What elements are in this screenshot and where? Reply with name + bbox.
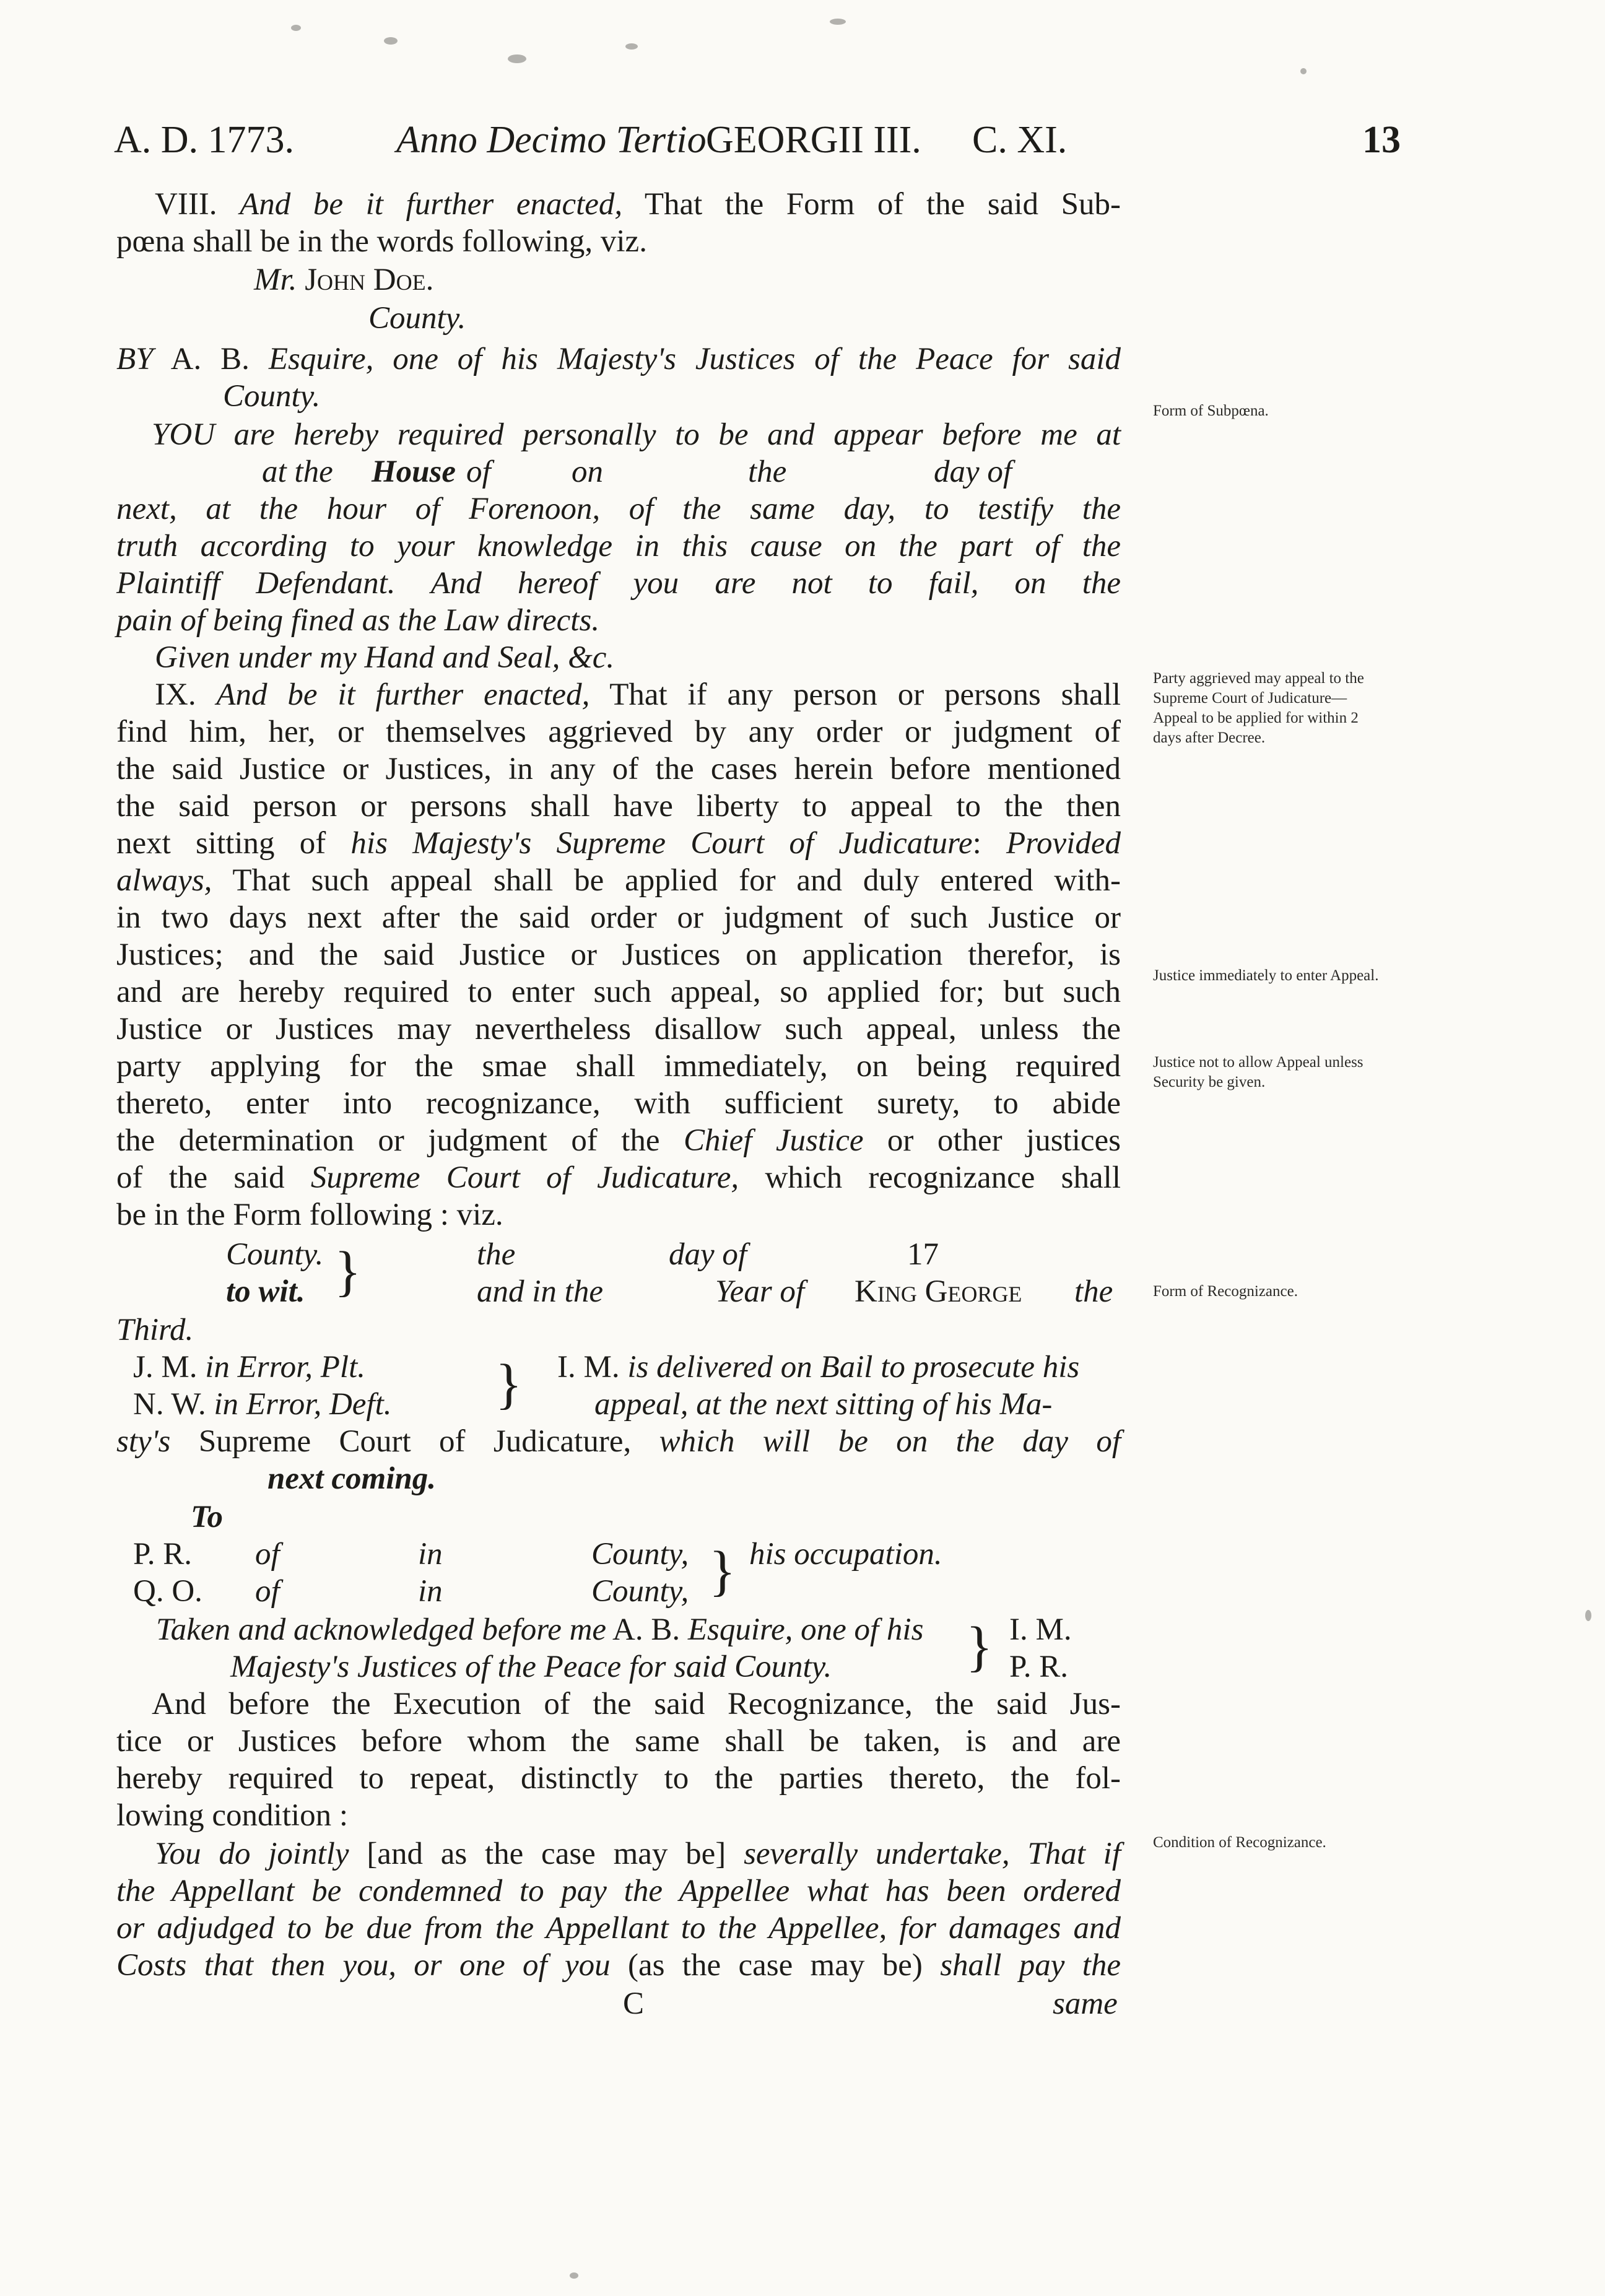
text-line: or adjudged to be due from the Appellant to the Appellee, for damages and (116, 1911, 1121, 1946)
ink-speck (291, 25, 301, 31)
text-line: Costs that then you, or one of you (as the case may be) shall pay the (116, 1948, 1121, 1983)
text-line: Justices; and the said Justice or Justices on application therefor, is (116, 937, 1121, 972)
text-line: Plaintiff Defendant. And hereof you are not to fail, on the (116, 566, 1121, 601)
text-line: party applying for the smae shall immediately, on being required (116, 1049, 1121, 1084)
text-line: IX. And be it further enacted, That if any person or persons shall (155, 677, 1121, 712)
text-line: lowing condition : (116, 1798, 348, 1833)
text-line: in two days next after the said order or judgment of such Justice or (116, 900, 1121, 935)
recognizance-taken: Taken and acknowledged before me A. B. Esquire, one of his Majesty's Justices of the Peace for said County. } I. M. P. R. (156, 1612, 1072, 1684)
text-line: be in the Form following : viz. (116, 1198, 503, 1232)
text-line: BY A. B. Esquire, one of his Majesty's Justices of the Peace for said (116, 342, 1121, 376)
text-line: the said person or persons shall have liberty to appeal to the then (116, 789, 1121, 824)
text-line: always, That such appeal shall be applied for and duly entered with- (116, 863, 1121, 898)
text-line: next coming. (268, 1461, 437, 1496)
text-line: tice or Justices before whom the same shall be taken, is and are (116, 1724, 1121, 1759)
text-line: pain of being fined as the Law directs. (116, 603, 600, 638)
text-line: the determination or judgment of the Chief Justice or other justices (116, 1123, 1121, 1158)
text-line: Given under my Hand and Seal, &c. (155, 640, 615, 675)
form-county: County. (368, 301, 466, 336)
text-line: YOU are hereby required personally to be and appear before me at (152, 417, 1121, 452)
page-number: 13 (1362, 119, 1401, 161)
text-line: County. (223, 379, 321, 414)
text-line: next, at the hour of Forenoon, of the same day, to testify the (116, 492, 1121, 526)
text-line: hereby required to repeat, distinctly to the parties thereto, the fol- (116, 1761, 1121, 1796)
recognizance-caption: County. to wit. } the day of 17 and in the Year of King George the (226, 1237, 1113, 1309)
recognizance-sureties: P. R. of in County, Q. O. of in County, } his occupation. (133, 1537, 942, 1609)
header-chapter: C. XI. (972, 119, 1068, 161)
text-line: find him, her, or themselves aggrieved by any order or judgment of (116, 715, 1121, 749)
recognizance-parties: J. M. in Error, Plt. N. W. in Error, Deft. } I. M. is delivered on Bail to prosecute his appeal, at the next sitting of his Ma- (133, 1350, 1080, 1422)
text-line: To (191, 1500, 223, 1534)
text-line: the Appellant be condemned to pay the Appellee what has been ordered (116, 1874, 1121, 1908)
signature-mark: C (623, 1986, 645, 2021)
text-line: of the said Supreme Court of Judicature, which recognizance shall (116, 1160, 1121, 1195)
catchword: same (1053, 1986, 1118, 2021)
ink-speck (384, 37, 398, 45)
margin-note: Justice immediately to enter Appeal. (1153, 967, 1379, 984)
ink-speck (830, 19, 846, 25)
text-line: truth according to your knowledge in this cause on the part of the (116, 529, 1121, 563)
text-line: And before the Execution of the said Recognizance, the said Jus- (152, 1687, 1121, 1721)
text-line: next sitting of his Majesty's Supreme Court of Judicature: Provided (116, 826, 1121, 861)
text-line: and are hereby required to enter such appeal, so applied for; but such (116, 975, 1121, 1009)
margin-note: Condition of Recognizance. (1153, 1834, 1326, 1851)
margin-note: Form of Recognizance. (1153, 1283, 1298, 1300)
text-line: VIII. And be it further enacted, That the Form of the said Sub- (155, 187, 1121, 222)
margin-note: Form of Subpœna. (1153, 402, 1269, 419)
margin-note: Party aggrieved may appeal to the Supreme Court of Judicature— Appeal to be applied for within 2 days after Decree. (1153, 670, 1364, 746)
text-line: Third. (116, 1313, 194, 1347)
ink-speck (1585, 1610, 1591, 1621)
margin-note: Justice not to allow Appeal unless Security be given. (1153, 1054, 1364, 1090)
ink-speck (1300, 68, 1307, 74)
brace: } (334, 1241, 362, 1302)
text-line: Justice or Justices may nevertheless disallow such appeal, unless the (116, 1012, 1121, 1046)
ink-speck (508, 54, 526, 63)
brace: } (709, 1541, 736, 1602)
text-line: the said Justice or Justices, in any of the cases herein before mentioned (116, 752, 1121, 786)
header-reign: Anno Decimo Tertio (396, 119, 707, 161)
header-year: A. D. 1773. (114, 119, 295, 161)
text-line: sty's Supreme Court of Judicature, which will be on the day of (116, 1424, 1121, 1459)
header-monarch: GEORGII III. (706, 119, 921, 161)
text-line: You do jointly [and as the case may be] severally undertake, That if (155, 1837, 1121, 1871)
ink-speck (570, 2272, 578, 2279)
text-line: at the House of on the day of (262, 454, 1012, 489)
brace: } (966, 1616, 993, 1677)
ink-speck (625, 43, 638, 50)
brace: } (495, 1354, 523, 1415)
form-addressee: Mr. John Doe. (254, 263, 434, 297)
text-line: pœna shall be in the words following, viz. (116, 224, 647, 259)
text-line: thereto, enter into recognizance, with sufficient surety, to abide (116, 1086, 1121, 1121)
